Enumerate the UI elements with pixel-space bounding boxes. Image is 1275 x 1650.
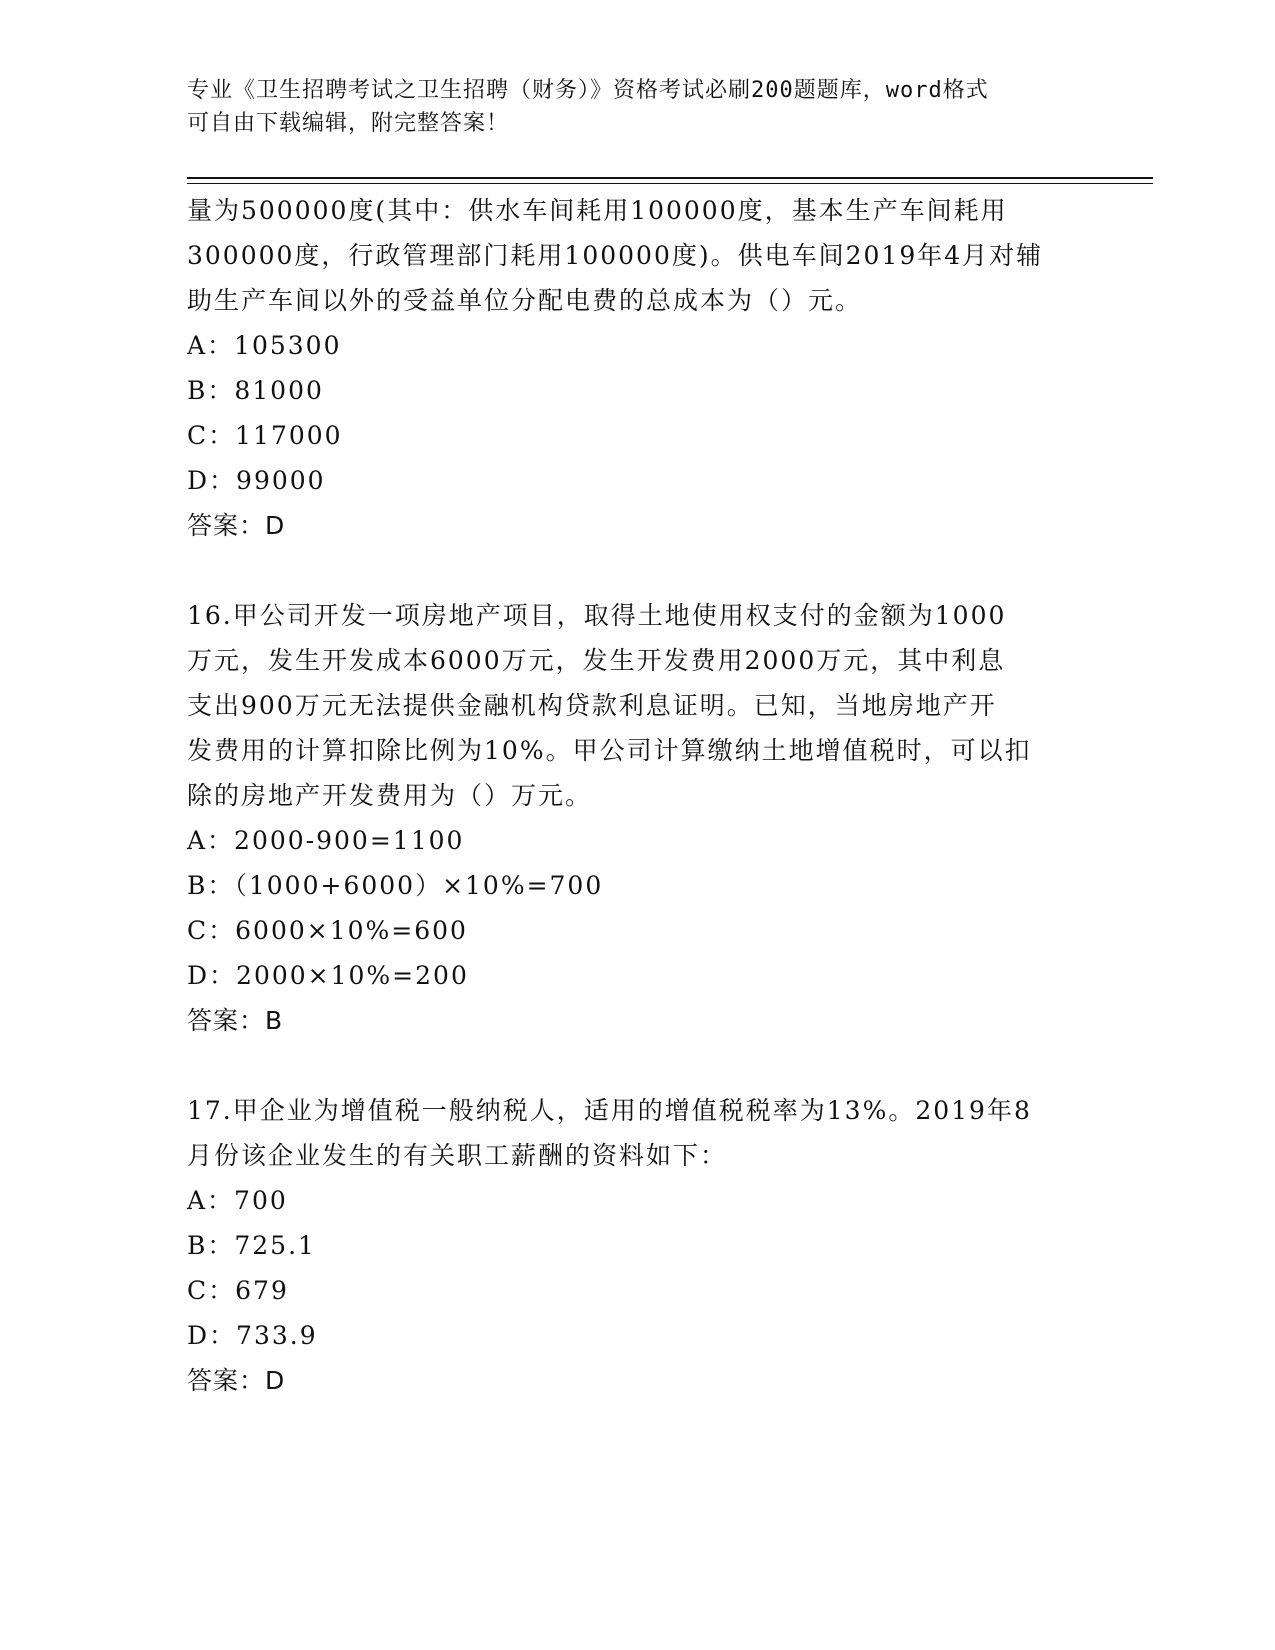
option-d: D：2000×10%=200 (187, 961, 469, 990)
question-block (187, 593, 1087, 1043)
question-stem-line: 助生产车间以外的受益单位分配电费的总成本为（）元。 (187, 286, 863, 315)
option-b: B：（1000+6000）×10%=700 (187, 871, 604, 900)
option-c: C：117000 (187, 421, 343, 450)
question-stem-line: 16.甲公司开发一项房地产项目，取得土地使用权支付的金额为1000 (187, 601, 1007, 630)
question-block (187, 188, 1087, 548)
question-list (187, 188, 1087, 1403)
option-b: B：725.1 (187, 1231, 316, 1260)
document-header (187, 74, 1067, 140)
question-stem-line: 发费用的计算扣除比例为10%。甲公司计算缴纳土地增值税时，可以扣 (187, 736, 1032, 765)
option-d: D：733.9 (187, 1321, 318, 1350)
header-divider-thick (187, 177, 1153, 179)
header-divider-thin (187, 183, 1153, 184)
answer-line: 答案：B (187, 1006, 284, 1035)
answer-line: 答案：D (187, 1366, 286, 1395)
header-line-1: 专业《卫生招聘考试之卫生招聘（财务）》资格考试必刷200题题库，word格式 (187, 78, 989, 103)
question-block (187, 1088, 1087, 1403)
question-stem-line: 除的房地产开发费用为（）万元。 (187, 781, 593, 810)
header-line-2: 可自由下载编辑，附完整答案！ (187, 111, 510, 136)
option-a: A：105300 (187, 331, 342, 360)
option-d: D：99000 (187, 466, 326, 495)
question-stem-line: 支出900万元无法提供金融机构贷款利息证明。已知，当地房地产开 (187, 691, 997, 720)
question-stem-line: 300000度，行政管理部门耗用100000度)。供电车间2019年4月对辅 (187, 241, 1044, 270)
option-c: C：6000×10%=600 (187, 916, 468, 945)
question-stem-line: 万元，发生开发成本6000万元，发生开发费用2000万元，其中利息 (187, 646, 1006, 675)
question-spacer (187, 548, 1087, 593)
question-spacer (187, 1043, 1087, 1088)
option-a: A：2000-900=1100 (187, 826, 465, 855)
question-stem-line: 量为500000度(其中：供水车间耗用100000度，基本生产车间耗用 (187, 196, 1008, 225)
option-b: B：81000 (187, 376, 324, 405)
option-a: A：700 (187, 1186, 288, 1215)
option-c: C：679 (187, 1276, 289, 1305)
question-stem-line: 17.甲企业为增值税一般纳税人，适用的增值税税率为13%。2019年8 (187, 1096, 1032, 1125)
question-stem-line: 月份该企业发生的有关职工薪酬的资料如下： (187, 1141, 728, 1170)
answer-line: 答案：D (187, 511, 286, 540)
